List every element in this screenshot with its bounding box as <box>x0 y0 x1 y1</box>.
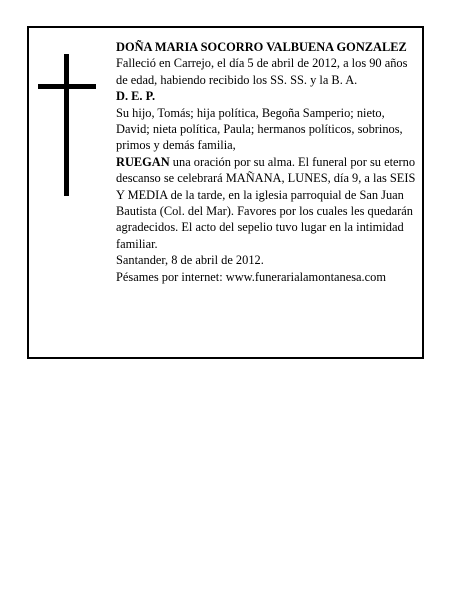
cross-icon <box>64 54 69 196</box>
obituary-text <box>116 39 416 285</box>
request-verb: RUEGAN <box>116 154 170 169</box>
request-details: una oración por su alma. El funeral por su eterno descanso se celebrará MAÑANA, LUNES, día 9, a las SEIS Y MEDIA de la tarde, en la iglesia parroquial de San Juan Bautista (Col. del Mar). Favores por los cuales les quedarán agradecidos. El acto del sepelio tuvo lugar en la intimidad familiar. <box>116 154 416 251</box>
funeral-request <box>116 154 416 252</box>
death-info: Falleció en Carrejo, el día 5 de abril de 2012, a los 90 años de edad, habiendo recibido los SS. SS. y la B. A. <box>116 56 408 87</box>
cross-icon-crossbar <box>38 84 96 89</box>
deceased-name: DOÑA MARIA SOCORRO VALBUENA GONZALEZ <box>116 40 407 54</box>
family-list: Su hijo, Tomás; hija política, Begoña Samperio; nieto, David; nieta política, Paula; hermanos políticos, sobrinos, primos y demás familia, <box>116 105 403 153</box>
place-date: Santander, 8 de abril de 2012. <box>116 253 264 268</box>
condolences-line: Pésames por internet: www.funerarialamontanesa.com <box>116 269 386 284</box>
rip-line: D. E. P. <box>116 89 156 104</box>
